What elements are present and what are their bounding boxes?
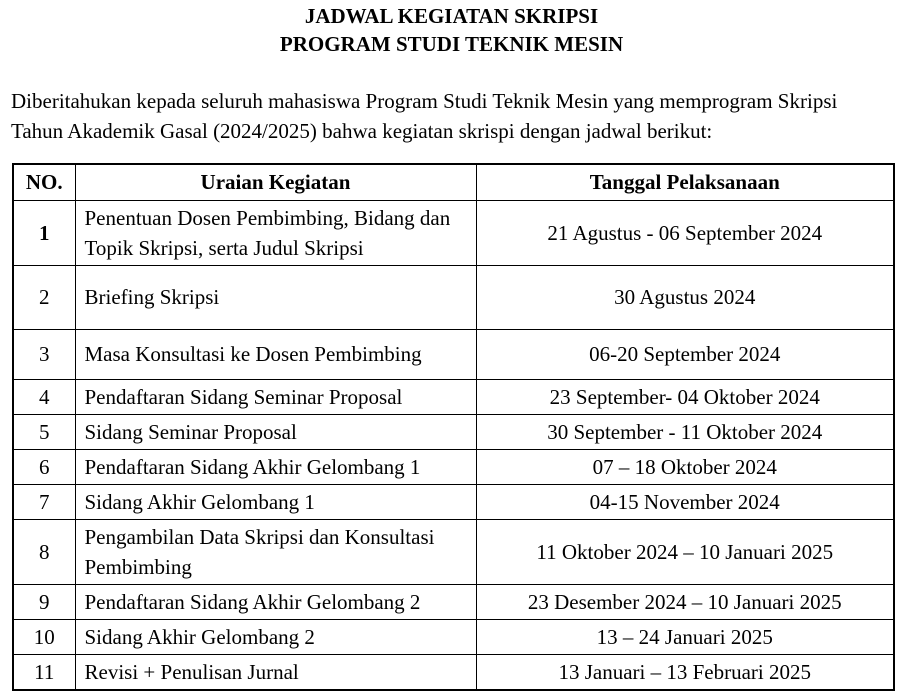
table-cell-kegiatan: Pendaftaran Sidang Akhir Gelombang 2 bbox=[75, 584, 476, 619]
table-cell-no: 5 bbox=[13, 414, 75, 449]
table-cell-tanggal: 06-20 September 2024 bbox=[476, 329, 894, 379]
table-row bbox=[13, 379, 894, 414]
schedule-table bbox=[12, 163, 895, 691]
table-cell-no: 7 bbox=[13, 484, 75, 519]
table-cell-kegiatan: Penentuan Dosen Pembimbing, Bidang dan Topik Skripsi, serta Judul Skripsi bbox=[75, 200, 476, 265]
table-cell-tanggal: 30 Agustus 2024 bbox=[476, 265, 894, 329]
table-cell-no: 4 bbox=[13, 379, 75, 414]
table-cell-kegiatan: Pengambilan Data Skripsi dan Konsultasi Pembimbing bbox=[75, 519, 476, 584]
column-header-kegiatan: Uraian Kegiatan bbox=[75, 164, 476, 200]
document-title bbox=[0, 0, 903, 58]
table-cell-no: 3 bbox=[13, 329, 75, 379]
column-header-tanggal: Tanggal Pelaksanaan bbox=[476, 164, 894, 200]
table-cell-no: 1 bbox=[13, 200, 75, 265]
table-cell-tanggal: 21 Agustus - 06 September 2024 bbox=[476, 200, 894, 265]
table-cell-tanggal: 07 – 18 Oktober 2024 bbox=[476, 449, 894, 484]
document-title-line2: PROGRAM STUDI TEKNIK MESIN bbox=[279, 32, 624, 56]
table-header-row bbox=[13, 164, 894, 200]
table-row bbox=[13, 329, 894, 379]
table-cell-kegiatan: Sidang Akhir Gelombang 2 bbox=[75, 619, 476, 654]
table-row bbox=[13, 584, 894, 619]
table-cell-kegiatan: Pendaftaran Sidang Akhir Gelombang 1 bbox=[75, 449, 476, 484]
table-cell-tanggal: 23 September- 04 Oktober 2024 bbox=[476, 379, 894, 414]
table-cell-tanggal: 30 September - 11 Oktober 2024 bbox=[476, 414, 894, 449]
intro-paragraph: Diberitahukan kepada seluruh mahasiswa Program Studi Teknik Mesin yang memprogram Skripsi Tahun Akademik Gasal (2024/2025) bahwa kegiatan skrispi dengan jadwal berikut: bbox=[11, 89, 838, 143]
table-cell-tanggal: 23 Desember 2024 – 10 Januari 2025 bbox=[476, 584, 894, 619]
table-cell-kegiatan: Revisi + Penulisan Jurnal bbox=[75, 654, 476, 690]
table-cell-kegiatan: Sidang Akhir Gelombang 1 bbox=[75, 484, 476, 519]
table-cell-kegiatan: Pendaftaran Sidang Seminar Proposal bbox=[75, 379, 476, 414]
table-row bbox=[13, 414, 894, 449]
table-cell-no: 8 bbox=[13, 519, 75, 584]
table-cell-no: 6 bbox=[13, 449, 75, 484]
table-row bbox=[13, 519, 894, 584]
table-cell-kegiatan: Masa Konsultasi ke Dosen Pembimbing bbox=[75, 329, 476, 379]
table-cell-kegiatan: Sidang Seminar Proposal bbox=[75, 414, 476, 449]
table-cell-no: 2 bbox=[13, 265, 75, 329]
table-row bbox=[13, 484, 894, 519]
table-cell-kegiatan: Briefing Skripsi bbox=[75, 265, 476, 329]
table-cell-tanggal: 13 Januari – 13 Februari 2025 bbox=[476, 654, 894, 690]
table-cell-tanggal: 04-15 November 2024 bbox=[476, 484, 894, 519]
table-cell-no: 11 bbox=[13, 654, 75, 690]
table-row bbox=[13, 654, 894, 690]
table-row bbox=[13, 449, 894, 484]
table-row bbox=[13, 200, 894, 265]
column-header-no: NO. bbox=[13, 164, 75, 200]
table-cell-tanggal: 13 – 24 Januari 2025 bbox=[476, 619, 894, 654]
document-title-line1: JADWAL KEGIATAN SKRIPSI bbox=[304, 4, 599, 28]
table-cell-no: 10 bbox=[13, 619, 75, 654]
table-row bbox=[13, 265, 894, 329]
table-cell-tanggal: 11 Oktober 2024 – 10 Januari 2025 bbox=[476, 519, 894, 584]
table-cell-no: 9 bbox=[13, 584, 75, 619]
table-row bbox=[13, 619, 894, 654]
